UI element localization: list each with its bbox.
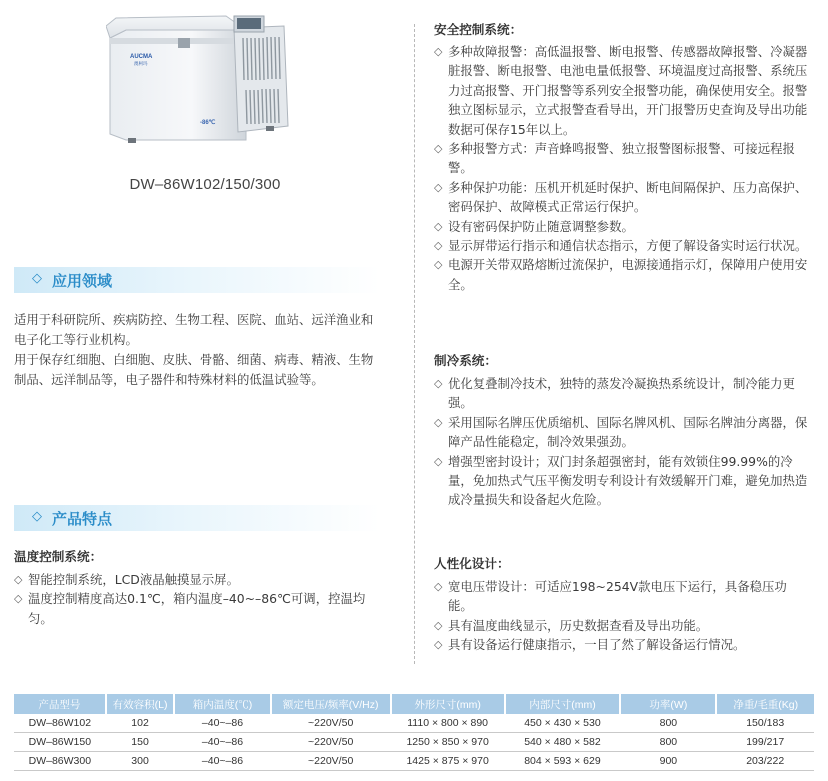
refrigeration-heading: 制冷系统： xyxy=(434,353,497,368)
table-cell: DW–86W150 xyxy=(14,733,106,752)
table-cell: DW–86W300 xyxy=(14,752,106,771)
table-header-cell: 产品型号 xyxy=(14,694,106,714)
table-cell: DW–86W102 xyxy=(14,714,106,733)
table-cell: 203/222 xyxy=(716,752,814,771)
svg-text:AUCMA: AUCMA xyxy=(130,54,153,60)
svg-text:澳柯玛: 澳柯玛 xyxy=(134,62,148,67)
table-cell: 199/217 xyxy=(716,733,814,752)
temp-control-list xyxy=(14,570,386,628)
list-item-text: 优化复叠制冷技术，独特的蒸发冷凝换热系统设计，制冷能力更强。 xyxy=(448,376,795,411)
section-title-features: 产品特点 xyxy=(52,510,113,528)
list-item xyxy=(434,413,808,452)
table-header-row xyxy=(14,694,814,714)
freezer-product-image xyxy=(106,8,292,144)
list-item-text: 具有温度曲线显示，历史数据查看及导出功能。 xyxy=(448,617,709,633)
table-cell: ~220V/50 xyxy=(271,752,391,771)
list-item-text: 增强型密封设计；双门封条超强密封，能有效锁住99.99%的冷量，免加热式气压平衡发明专利设计有效缓解开门难，避免加热造成冷量损失和设备起火危险。 xyxy=(448,453,808,508)
list-item xyxy=(434,616,808,635)
humanized-heading: 人性化设计： xyxy=(434,556,510,571)
diamond-icon: ◇ xyxy=(434,180,443,194)
svg-text:-86℃: -86℃ xyxy=(200,120,216,126)
table-cell: 450 × 430 × 530 xyxy=(505,714,621,733)
table-cell: 800 xyxy=(620,714,716,733)
list-item xyxy=(434,635,808,654)
table-cell: ~220V/50 xyxy=(271,714,391,733)
list-item xyxy=(434,178,808,217)
list-item xyxy=(434,452,808,510)
diamond-icon: ◇ xyxy=(434,454,443,468)
list-item-text: 电源开关带双路熔断过流保护，电源接通指示灯，保障用户使用安全。 xyxy=(448,257,808,292)
table-row xyxy=(14,714,814,733)
table-cell: 300 xyxy=(106,752,175,771)
diamond-icon: ◇ xyxy=(434,377,443,390)
humanized-block xyxy=(434,553,808,655)
diamond-icon: ◇ xyxy=(434,415,443,429)
table-cell: 804 × 593 × 629 xyxy=(505,752,621,771)
table-cell: –40~–86 xyxy=(174,752,270,771)
application-text xyxy=(14,310,384,390)
list-item-text: 宽电压带设计：可适应198~254V款电压下运行，具备稳压功能。 xyxy=(448,579,787,614)
table-cell: 1110 × 800 × 890 xyxy=(391,714,505,733)
list-item-text: 显示屏带运行指示和通信状态指示，方便了解设备实时运行状况。 xyxy=(448,238,808,254)
table-cell: –40~–86 xyxy=(174,714,270,733)
section-bar-features xyxy=(14,505,380,531)
list-item-text: 智能控制系统，LCD液晶触摸显示屏。 xyxy=(28,572,239,587)
table-row xyxy=(14,733,814,752)
section-bar-application xyxy=(14,267,380,293)
list-item xyxy=(434,236,808,255)
diamond-icon: ◇ xyxy=(32,509,42,524)
table-cell: 102 xyxy=(106,714,175,733)
safety-list xyxy=(434,42,808,294)
list-item-text: 采用国际名牌压优质缩机、国际名牌风机、国际名牌油分离器，保障产品性能稳定，制冷效果强劲。 xyxy=(448,414,808,450)
table-cell: 1425 × 875 × 970 xyxy=(391,752,505,771)
list-item-text: 设有密码保护防止随意调整参数。 xyxy=(448,218,634,234)
diamond-icon: ◇ xyxy=(434,239,443,253)
diamond-icon: ◇ xyxy=(14,573,23,586)
table-header-cell: 箱内温度(℃) xyxy=(174,694,270,714)
diamond-icon: ◇ xyxy=(14,592,23,606)
list-item xyxy=(14,570,386,589)
model-caption: DW–86W102/150/300 xyxy=(129,176,281,193)
list-item-text: 多种保护功能：压机开机延时保护、断电间隔保护、压力高保护、密码保护、故障模式正常运行保护。 xyxy=(448,179,808,215)
list-item-text: 多种报警方式：声音蜂鸣报警、独立报警图标报警、可接远程报警。 xyxy=(448,141,795,176)
diamond-icon: ◇ xyxy=(434,618,443,632)
list-item-text: 多种故障报警：高低温报警、断电报警、传感器故障报警、冷凝器脏报警、断电报警、电池电量低报警、环境温度过高报警、系统压力过高报警、开门报警等系列安全报警功能，确保使用安全。报警独立图标显示，立式报警查看导出，开门报警历史查询及导出功能数据可保存15年以上。 xyxy=(448,44,808,137)
list-item xyxy=(434,217,808,236)
list-item xyxy=(434,42,808,139)
refrigeration-block xyxy=(434,350,808,510)
column-divider xyxy=(414,24,415,664)
table-header-cell: 额定电压/频率(V/Hz) xyxy=(271,694,391,714)
table-header-cell: 功率(W) xyxy=(620,694,716,714)
table-header-cell: 内部尺寸(mm) xyxy=(505,694,621,714)
table-cell: ~220V/50 xyxy=(271,733,391,752)
diamond-icon: ◇ xyxy=(434,258,443,272)
table-cell: 900 xyxy=(620,752,716,771)
table-cell: 150/183 xyxy=(716,714,814,733)
spec-table xyxy=(14,694,814,771)
application-paragraph: 用于保存红细胞、白细胞、皮肤、骨骼、细菌、病毒、精液、生物制品、远洋制品等，电子器件和特殊材料的低温试验等。 xyxy=(14,352,374,387)
table-cell: –40~–86 xyxy=(174,733,270,752)
list-item-text: 温度控制精度高达0.1℃，箱内温度–40~–86℃可调，控温均匀。 xyxy=(28,591,366,626)
safety-heading: 安全控制系统： xyxy=(434,22,523,37)
table-header-cell: 有效容积(L) xyxy=(106,694,175,714)
application-paragraph: 适用于科研院所、疾病防控、生物工程、医院、血站、远洋渔业和电子化工等行业机构。 xyxy=(14,312,374,347)
table-cell: 800 xyxy=(620,733,716,752)
diamond-icon: ◇ xyxy=(434,580,443,593)
table-header-cell: 净重/毛重(Kg) xyxy=(716,694,814,714)
list-item xyxy=(434,577,808,616)
table-cell: 1250 × 850 × 970 xyxy=(391,733,505,752)
list-item xyxy=(434,374,808,413)
diamond-icon: ◇ xyxy=(32,271,42,286)
list-item xyxy=(14,589,386,628)
list-item xyxy=(434,255,808,294)
section-title-application: 应用领域 xyxy=(52,272,113,290)
humanized-list xyxy=(434,577,808,655)
table-cell: 540 × 480 × 582 xyxy=(505,733,621,752)
diamond-icon: ◇ xyxy=(434,45,443,58)
diamond-icon: ◇ xyxy=(434,142,443,156)
safety-block xyxy=(434,19,808,294)
list-item-text: 具有设备运行健康指示，一目了然了解设备运行情况。 xyxy=(448,637,746,653)
table-row xyxy=(14,752,814,771)
temp-control-heading: 温度控制系统： xyxy=(14,549,103,564)
table-header-cell: 外形尺寸(mm) xyxy=(391,694,505,714)
table-cell: 150 xyxy=(106,733,175,752)
refrigeration-list xyxy=(434,374,808,510)
diamond-icon: ◇ xyxy=(434,638,443,652)
diamond-icon: ◇ xyxy=(434,219,443,233)
temp-control-block xyxy=(14,546,386,628)
list-item xyxy=(434,139,808,178)
